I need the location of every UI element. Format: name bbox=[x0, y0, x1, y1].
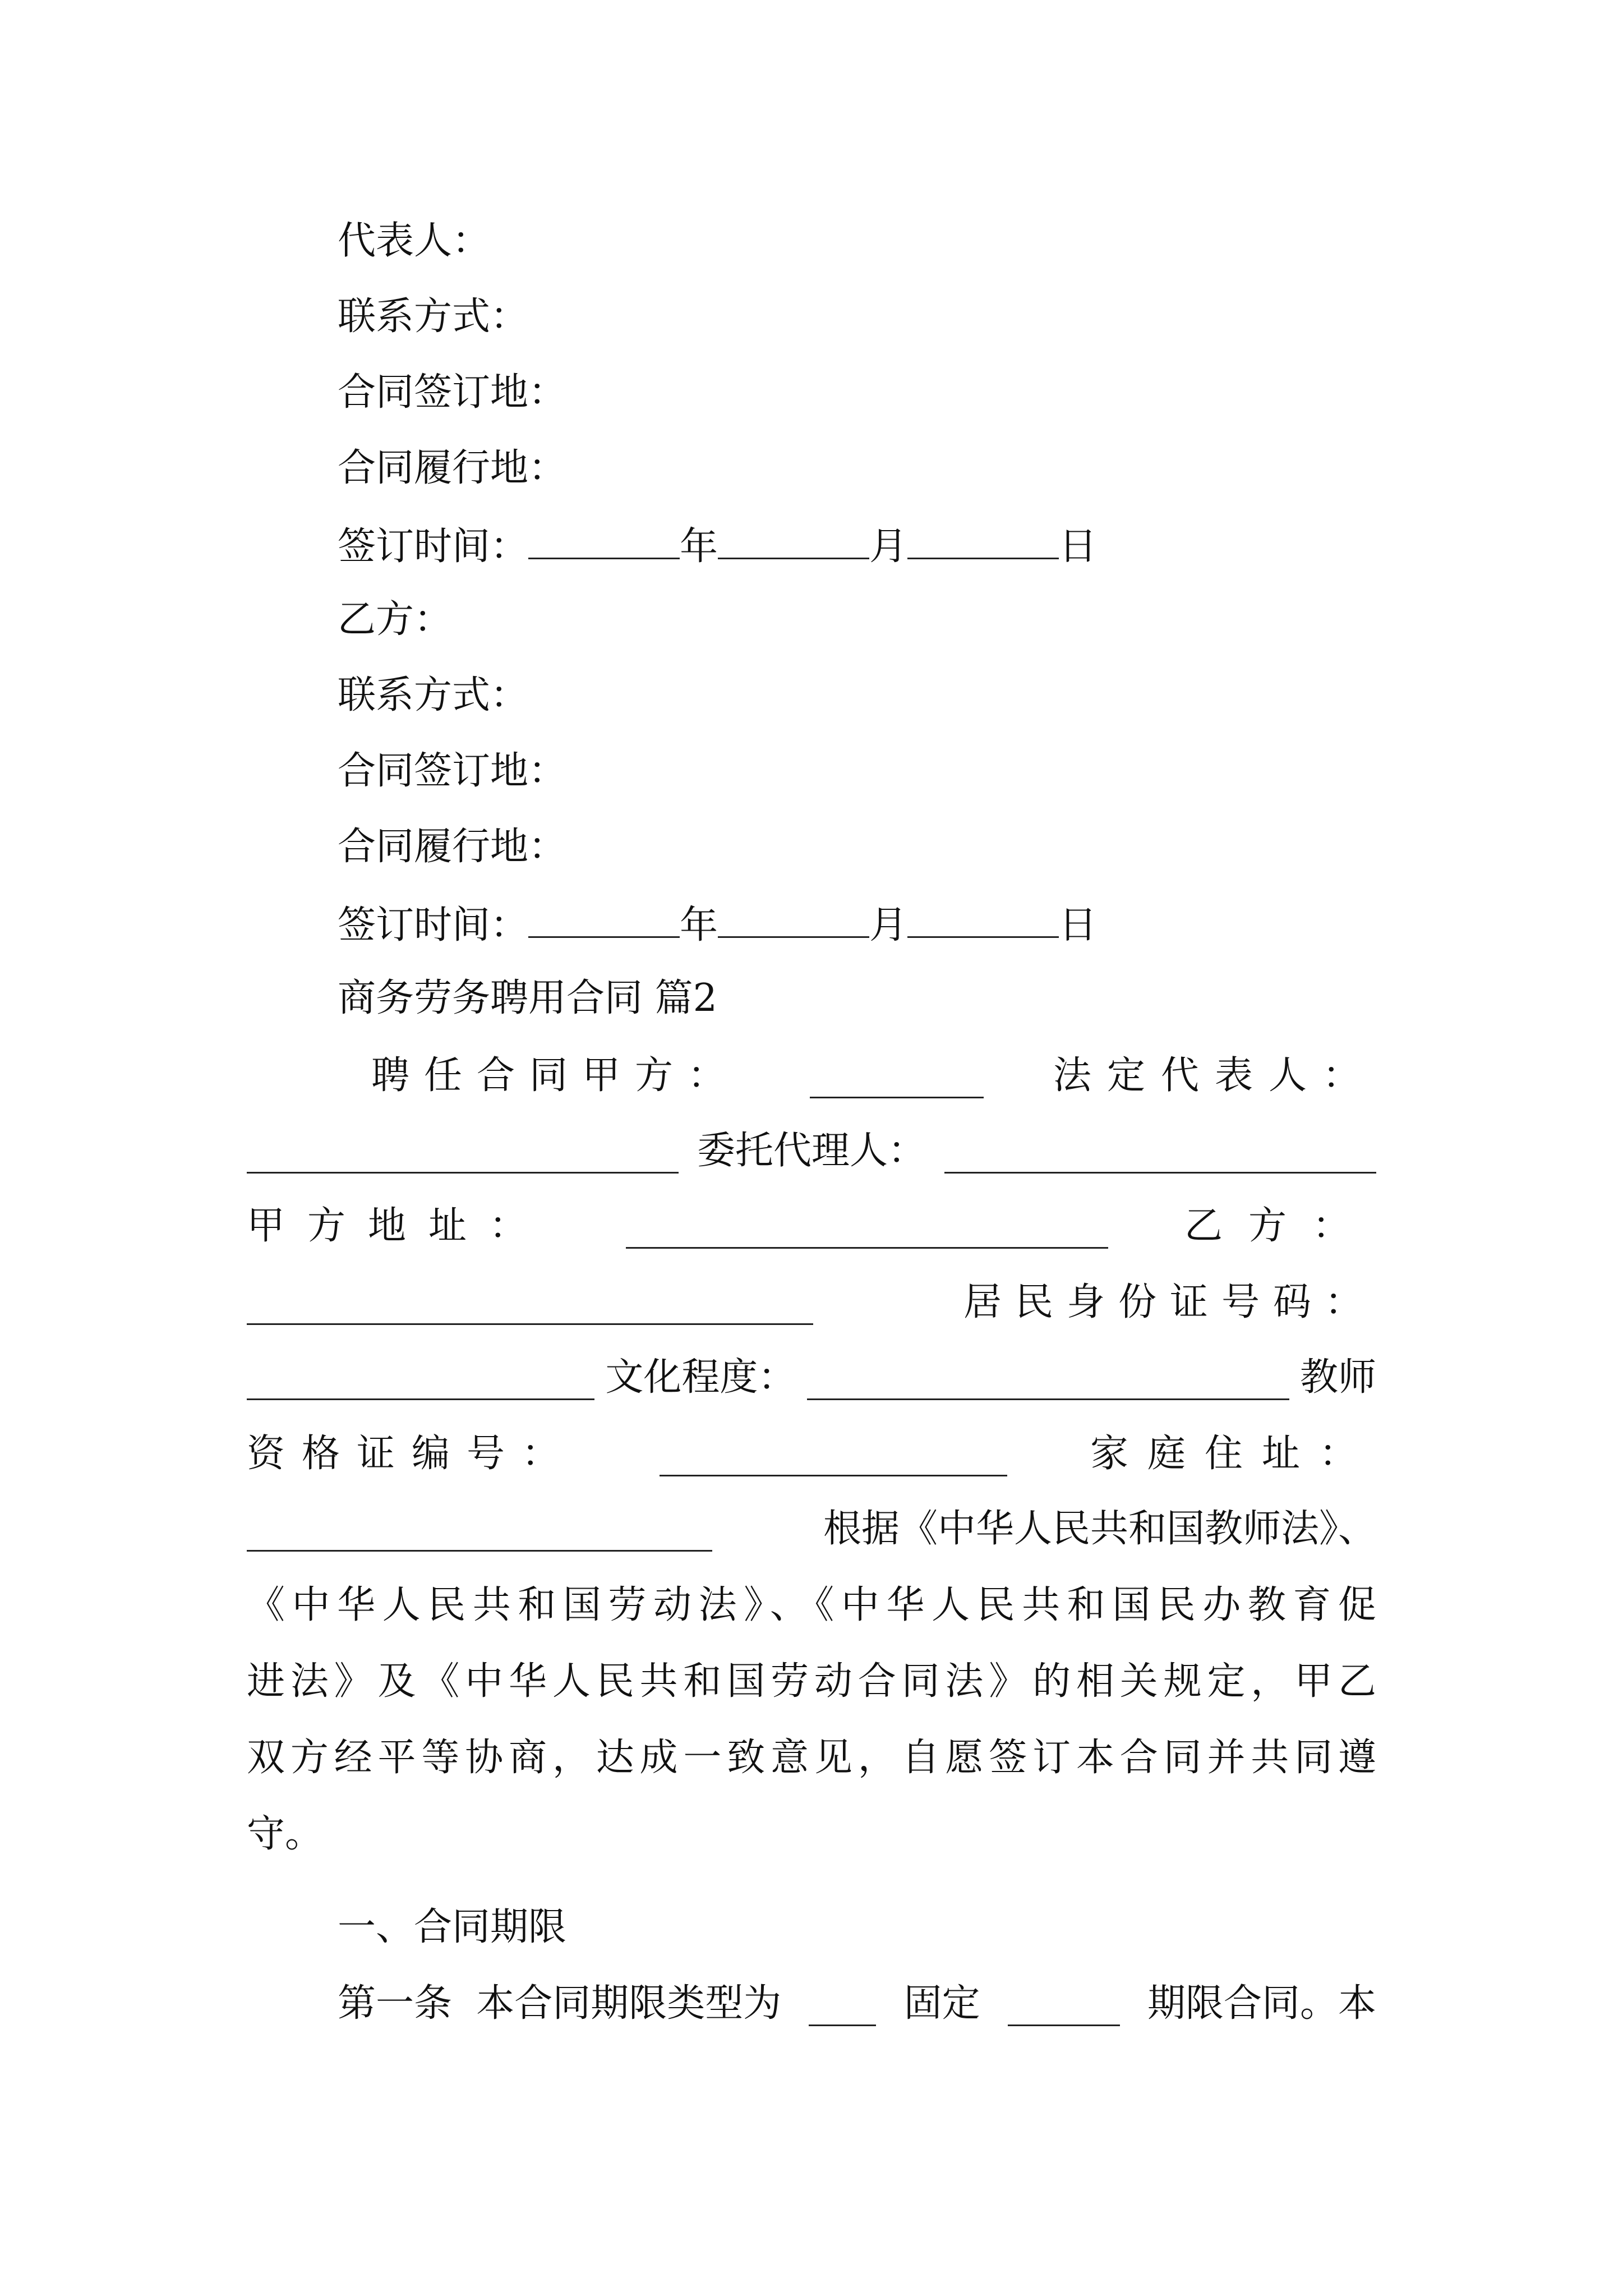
year-blank[interactable] bbox=[528, 522, 680, 559]
day-blank[interactable] bbox=[907, 522, 1059, 559]
month-label: 月 bbox=[869, 903, 908, 947]
legal-rep-blank[interactable] bbox=[247, 1136, 679, 1174]
header-line-4 bbox=[247, 1280, 1376, 1325]
id-number-blank[interactable] bbox=[247, 1363, 594, 1400]
month-blank[interactable] bbox=[718, 522, 869, 559]
article-1-blank-right[interactable] bbox=[1008, 1989, 1120, 2026]
home-address-label: 家庭住址： bbox=[1090, 1432, 1376, 1476]
party-b-perform-place-label: 合同履行地： bbox=[338, 825, 567, 869]
hire-contract-party-a-label: 聘任合同甲方： bbox=[371, 1053, 741, 1098]
header-line-7 bbox=[247, 1507, 1376, 1552]
preamble-line-1: 根据《中华人民共和国教师法》、 bbox=[823, 1507, 1376, 1551]
party-b-sign-place-label: 合同签订地： bbox=[338, 749, 567, 793]
header-line-6 bbox=[247, 1432, 1376, 1476]
article-1-suffix: 期限合同。本 bbox=[1147, 1981, 1376, 2026]
preamble-line-2: 《中华人民共和国劳动法》、《中华人民共和国民办教育促 bbox=[247, 1583, 1376, 1627]
teacher-cert-label-part1: 教师 bbox=[1299, 1355, 1376, 1400]
party-b-contact-label: 联系方式： bbox=[338, 673, 529, 717]
education-label: 文化程度： bbox=[605, 1355, 796, 1400]
month-blank[interactable] bbox=[718, 900, 869, 938]
party-a-address-blank[interactable] bbox=[626, 1211, 1108, 1249]
day-label: 日 bbox=[1059, 524, 1098, 569]
home-address-blank[interactable] bbox=[247, 1514, 712, 1552]
party-a-sign-time-line bbox=[338, 522, 1097, 567]
teacher-cert-label-part2: 资格证编号： bbox=[247, 1432, 577, 1476]
agent-blank[interactable] bbox=[944, 1136, 1376, 1174]
party-b-sign-time-line bbox=[338, 900, 1097, 945]
party-b-label: 乙方： bbox=[338, 597, 453, 642]
preamble-line-3: 进法》及《中华人民共和国劳动合同法》的相关规定，甲乙 bbox=[247, 1659, 1376, 1704]
preamble-line-5: 守。 bbox=[247, 1812, 324, 1856]
party-b-blank[interactable] bbox=[247, 1287, 813, 1325]
day-blank[interactable] bbox=[907, 900, 1059, 938]
header-line-1 bbox=[371, 1053, 1376, 1098]
month-label: 月 bbox=[869, 524, 908, 569]
party-a-address-label: 甲方地址： bbox=[247, 1204, 550, 1248]
header-line-2 bbox=[247, 1129, 1376, 1174]
agent-label: 委托代理人： bbox=[697, 1129, 926, 1173]
header-line-3 bbox=[247, 1204, 1376, 1249]
article-1-line bbox=[338, 1981, 1376, 2026]
party-a-rep-label: 代表人： bbox=[338, 219, 491, 263]
article-1-prefix: 第一条 本合同期限类型为 bbox=[338, 1981, 782, 2026]
article-1-fill-value: 固定 bbox=[903, 1981, 980, 2026]
education-blank[interactable] bbox=[807, 1363, 1289, 1400]
year-label: 年 bbox=[680, 524, 718, 569]
party-a-blank[interactable] bbox=[810, 1061, 984, 1098]
section-title: 商务劳务聘用合同 篇2 bbox=[338, 976, 717, 1020]
party-a-perform-place-label: 合同履行地： bbox=[338, 446, 567, 490]
preamble-line-4: 双方经平等协商，达成一致意见，自愿签订本合同并共同遵 bbox=[247, 1736, 1376, 1780]
party-b-sign-time-label: 签订时间： bbox=[338, 903, 529, 947]
year-blank[interactable] bbox=[528, 900, 680, 938]
party-a-contact-label: 联系方式： bbox=[338, 295, 529, 339]
header-line-5 bbox=[247, 1355, 1376, 1400]
year-label: 年 bbox=[680, 903, 718, 947]
party-a-sign-time-label: 签订时间： bbox=[338, 524, 529, 569]
party-b-field-label: 乙方： bbox=[1184, 1204, 1376, 1248]
legal-rep-label: 法定代表人： bbox=[1053, 1053, 1376, 1098]
article-1-blank-left[interactable] bbox=[809, 1989, 876, 2026]
teacher-cert-blank[interactable] bbox=[660, 1439, 1007, 1476]
party-a-sign-place-label: 合同签订地： bbox=[338, 370, 567, 415]
chapter-1-title: 一、合同期限 bbox=[338, 1905, 567, 1949]
day-label: 日 bbox=[1059, 903, 1098, 947]
id-number-label: 居民身份证号码： bbox=[963, 1280, 1376, 1324]
